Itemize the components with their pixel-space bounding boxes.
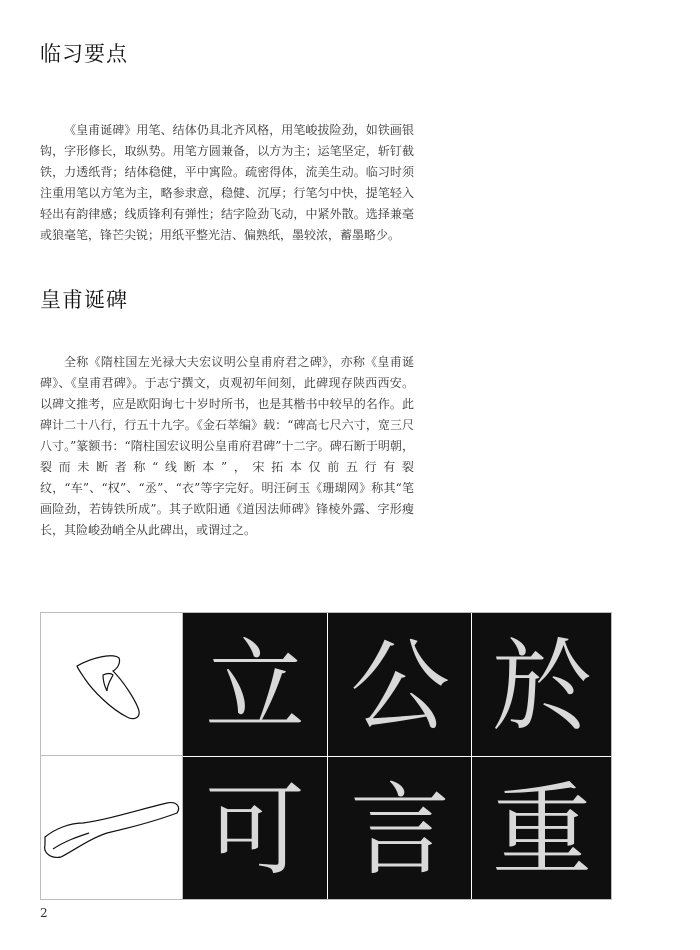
rubbing-char-yu-glyph: 於 xyxy=(492,628,592,745)
dot-stroke-outline xyxy=(77,656,139,719)
rubbing-char-ke xyxy=(183,757,327,899)
horizontal-stroke-outline xyxy=(45,803,179,858)
stele-intro-paragraph: 全称《隋柱国左光禄大夫宏议明公皇甫府君之碑》，亦称《皇甫诞碑》、《皇甫君碑》。于志宁撰文，贞观初年间刻，此碑现存陕西西安。以碑文推考，应是欧阳询七十岁时所书，也是其楷书中较早的名作。此碑计二十八行，行五十九字。《金石萃编》载：“碑高七尺六寸，宽三尺八寸。”篆额书：“隋柱国宏议明公皇甫府君碑”十二字。碑石断于明朝，裂而未断者称“线断本”，宋拓本仅前五行有裂纹，“车”、“权”、“丞”、“衣”等字完好。明汪砢玉《珊瑚网》称其“笔画险劲，若铸铁所成”。其子欧阳通《道因法师碑》锋棱外露、字形瘦长，其险峻劲峭全从此碑出，或谓过之。 xyxy=(40,355,414,537)
rubbing-char-gong-glyph: 公 xyxy=(350,628,450,745)
rubbing-char-zhong-glyph: 重 xyxy=(492,772,592,889)
rubbing-char-yu xyxy=(472,613,611,756)
stroke-demo-column xyxy=(41,613,183,899)
page-number: 2 xyxy=(40,906,48,920)
rubbing-char-li-glyph: 立 xyxy=(205,628,305,745)
stroke-outline-diagrams xyxy=(41,613,183,899)
rubbing-char-zhong xyxy=(472,757,611,899)
rubbing-char-yan xyxy=(328,757,471,899)
rubbing-char-ke-glyph: 可 xyxy=(205,772,305,889)
rubbing-char-yan-glyph: 言 xyxy=(350,772,450,889)
rubbing-char-li xyxy=(183,613,327,756)
calligraphy-example-grid xyxy=(40,612,612,900)
practice-points-paragraph: 《皇甫诞碑》用笔、结体仍具北齐风格，用笔峻拔险劲，如铁画银钩，字形修长，取纵势。用笔方圆兼备，以方为主；运笔坚定，斩钉截铁，力透纸背；结体稳健，平中寓险。疏密得体，流美生动。临习时须注重用笔以方笔为主，略参隶意，稳健、沉厚；行笔匀中快，提笔轻入轻出有韵律感；线质锋利有弹性；结字险劲飞动，中紧外散。选择兼毫或狼毫笔，锋芒尖锐；用纸平整光洁、偏熟纸，墨较浓，蓄墨略少。 xyxy=(40,123,414,242)
rubbing-char-gong xyxy=(328,613,471,756)
section-title-stele: 皇甫诞碑 xyxy=(40,288,128,312)
stroke-demo-divider xyxy=(41,755,183,756)
section-title-practice-points: 临习要点 xyxy=(40,42,128,66)
